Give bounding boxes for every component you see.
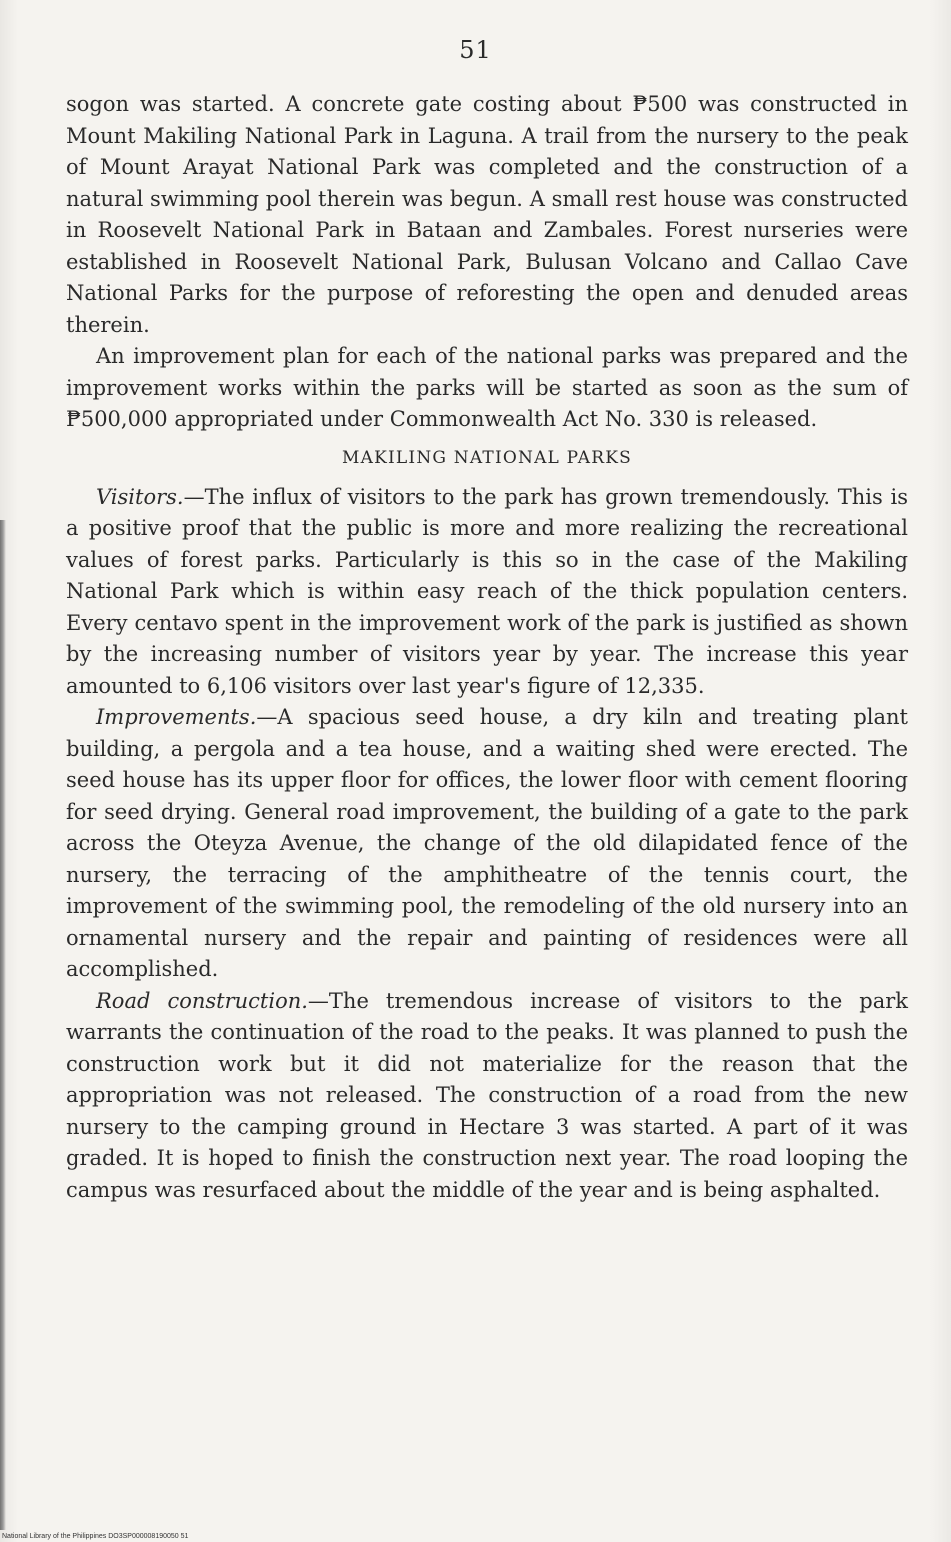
- visitors-text: —The influx of visitors to the park has grown tremendously. This is a positive proof that the public is more and more realizing the recreational values of forest parks. Particularly is this so in the case of the Makiling National Park which is within easy reach of the thick population centers. Every centavo spent in the improvement work of the park is justified as shown by the increasing number of visitors year by year. The increase this year amounted to 6,106 visitors over last year's figure of 12,335.: [66, 484, 908, 698]
- paragraph-2: An improvement plan for each of the national parks was prepared and the improvement works within the parks will be started as soon as the sum of ₱500,000 appropriated under Commonwealth Act No. 330 is released.: [66, 344, 908, 431]
- paragraph-road-construction: [66, 986, 908, 1207]
- paragraph-visitors: [66, 482, 908, 703]
- footer-source-note: National Library of the Philippines DO3SP000008190050 51: [2, 1533, 189, 1540]
- road-construction-text: —The tremendous increase of visitors to the park warrants the continuation of the road to the peaks. It was planned to push the construction work but it did not materialize for the reason that the appropriation was not released. The construction of a road from the new nursery to the camping ground in Hectare 3 was started. A part of it was graded. It is hoped to finish the construction next year. The road looping the campus was resurfaced about the middle of the year and is being asphalted.: [66, 988, 909, 1202]
- road-construction-label: Road construction.: [96, 988, 308, 1013]
- improvements-text: —A spacious seed house, a dry kiln and treating plant building, a pergola and a tea house, and a waiting shed were erected. The seed house has its upper floor for offices, the lower floor with cement flooring for seed drying. General road improvement, the building of a gate to the park across the Oteyza Avenue, the change of the old dilapidated fence of the nursery, the terracing of the amphitheatre of the tennis court, the improvement of the swimming pool, the remodeling of the old nursery into an ornamental nursery and the repair and painting of residences were all accomplished.: [66, 705, 908, 981]
- section-heading: MAKILING NATIONAL PARKS: [342, 447, 632, 468]
- paragraph-1: sogon was started. A concrete gate costing about ₱500 was constructed in Mount Makiling National Park in Laguna. A trail from the nursery to the peak of Mount Arayat National Park was completed and the construction of a natural swimming pool therein was begun. A small rest house was constructed in Roosevelt National Park in Bataan and Zambales. Forest nurseries were established in Roosevelt National Park, Bulusan Volcano and Callao Cave National Parks for the purpose of reforesting the open and denuded areas therein.: [66, 92, 908, 337]
- improvements-label: Improvements.: [96, 705, 257, 729]
- body-text: [66, 89, 908, 1206]
- visitors-label: Visitors.: [96, 484, 184, 509]
- binding-edge-shadow: [0, 520, 6, 1530]
- paragraph-improvements: [66, 702, 908, 986]
- page-number: 51: [459, 36, 492, 64]
